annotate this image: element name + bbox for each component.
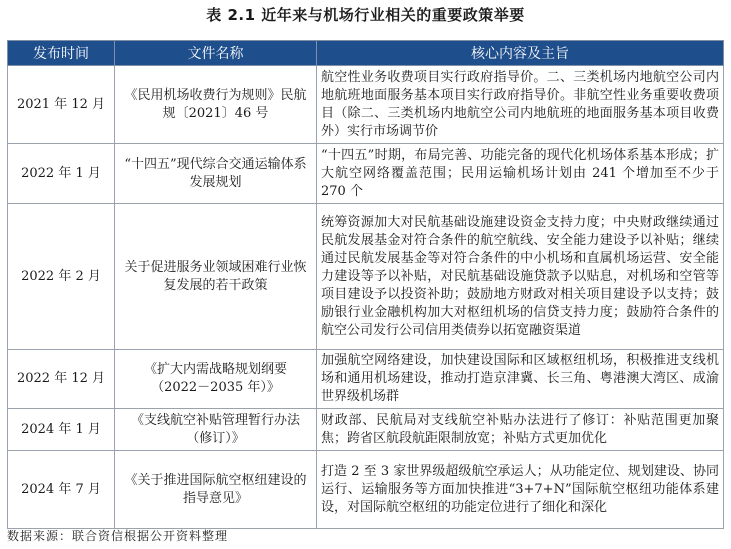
- table-row: [8, 204, 724, 350]
- header-core-content: 核心内容及主旨: [317, 41, 724, 66]
- cell-date: 2021 年 12 月: [8, 66, 115, 144]
- table-title: 表 2.1 近年来与机场行业相关的重要政策举要: [206, 6, 525, 24]
- cell-core-content: 航空性业务收费项目实行政府指导价。二、三类机场内地航空公司内地航班地面服务基本项目实行政府指导价。非航空性业务重要收费项目（除二、三类机场内地航空公司内地航班的地面服务基本项目收费外）实行市场调节价: [317, 66, 724, 144]
- cell-core-content: 统筹资源加大对民航基础设施建设资金支持力度；中央财政继续通过民航发展基金对符合条件的航空航线、安全能力建设予以补贴；继续通过民航发展基金等对符合条件的中小机场和直属机场运营、安全能力建设等予以补贴，对民航基础设施贷款予以贴息，对机场和空管等项目建设予以投资补助；鼓励地方财政对相关项目建设予以支持；鼓励银行业金融机构加大对枢纽机场的信贷支持力度；鼓励符合条件的航空公司发行公司信用类债券以拓宽融资渠道: [317, 204, 724, 350]
- cell-document: 关于促进服务业领域困难行业恢复发展的若干政策: [115, 204, 317, 350]
- cell-document: 《扩大内需战略规划纲要（2022－2035 年）》: [115, 350, 317, 409]
- cell-document: 《关于推进国际航空枢纽建设的指导意见》: [115, 451, 317, 529]
- cell-core-content: 加强航空网络建设，加快建设国际和区域枢纽机场，积极推进支线机场和通用机场建设，推动打造京津冀、长三角、粤港澳大湾区、成渝世界级机场群: [317, 350, 724, 409]
- table-row: [8, 144, 724, 204]
- header-document: 文件名称: [115, 41, 317, 66]
- cell-document: “十四五”现代综合交通运输体系发展规划: [115, 144, 317, 204]
- cell-date: 2022 年 12 月: [8, 350, 115, 409]
- cell-date: 2022 年 1 月: [8, 144, 115, 204]
- cell-document: 《民用机场收费行为规则》民航规〔2021〕46 号: [115, 66, 317, 144]
- header-date: 发布时间: [8, 41, 115, 66]
- cell-document: 《支线航空补贴管理暂行办法（修订）》: [115, 409, 317, 451]
- table-row: [8, 409, 724, 451]
- cell-date: 2024 年 1 月: [8, 409, 115, 451]
- table-row: [8, 350, 724, 409]
- cell-date: 2024 年 7 月: [8, 451, 115, 529]
- table-header-row: [8, 41, 724, 66]
- data-source-note: 数据来源：联合资信根据公开资料整理: [7, 529, 229, 543]
- table-row: [8, 66, 724, 144]
- cell-core-content: 打造 2 至 3 家世界级超级航空承运人；从功能定位、规划建设、协同运行、运输服务等方面加快推进“3+7+N”国际航空枢纽功能体系建设，对国际航空枢纽的功能定位进行了细化和深化: [317, 451, 724, 529]
- cell-core-content: 财政部、民航局对支线航空补贴办法进行了修订：补贴范围更加聚焦；跨省区航段航距限制放宽；补贴方式更加优化: [317, 409, 724, 451]
- policy-table: [7, 40, 724, 529]
- cell-core-content: “十四五”时期，布局完善、功能完备的现代化机场体系基本形成；扩大航空网络覆盖范围；民用运输机场计划由 241 个增加至不少于 270 个: [317, 144, 724, 204]
- table-row: [8, 451, 724, 529]
- cell-date: 2022 年 2 月: [8, 204, 115, 350]
